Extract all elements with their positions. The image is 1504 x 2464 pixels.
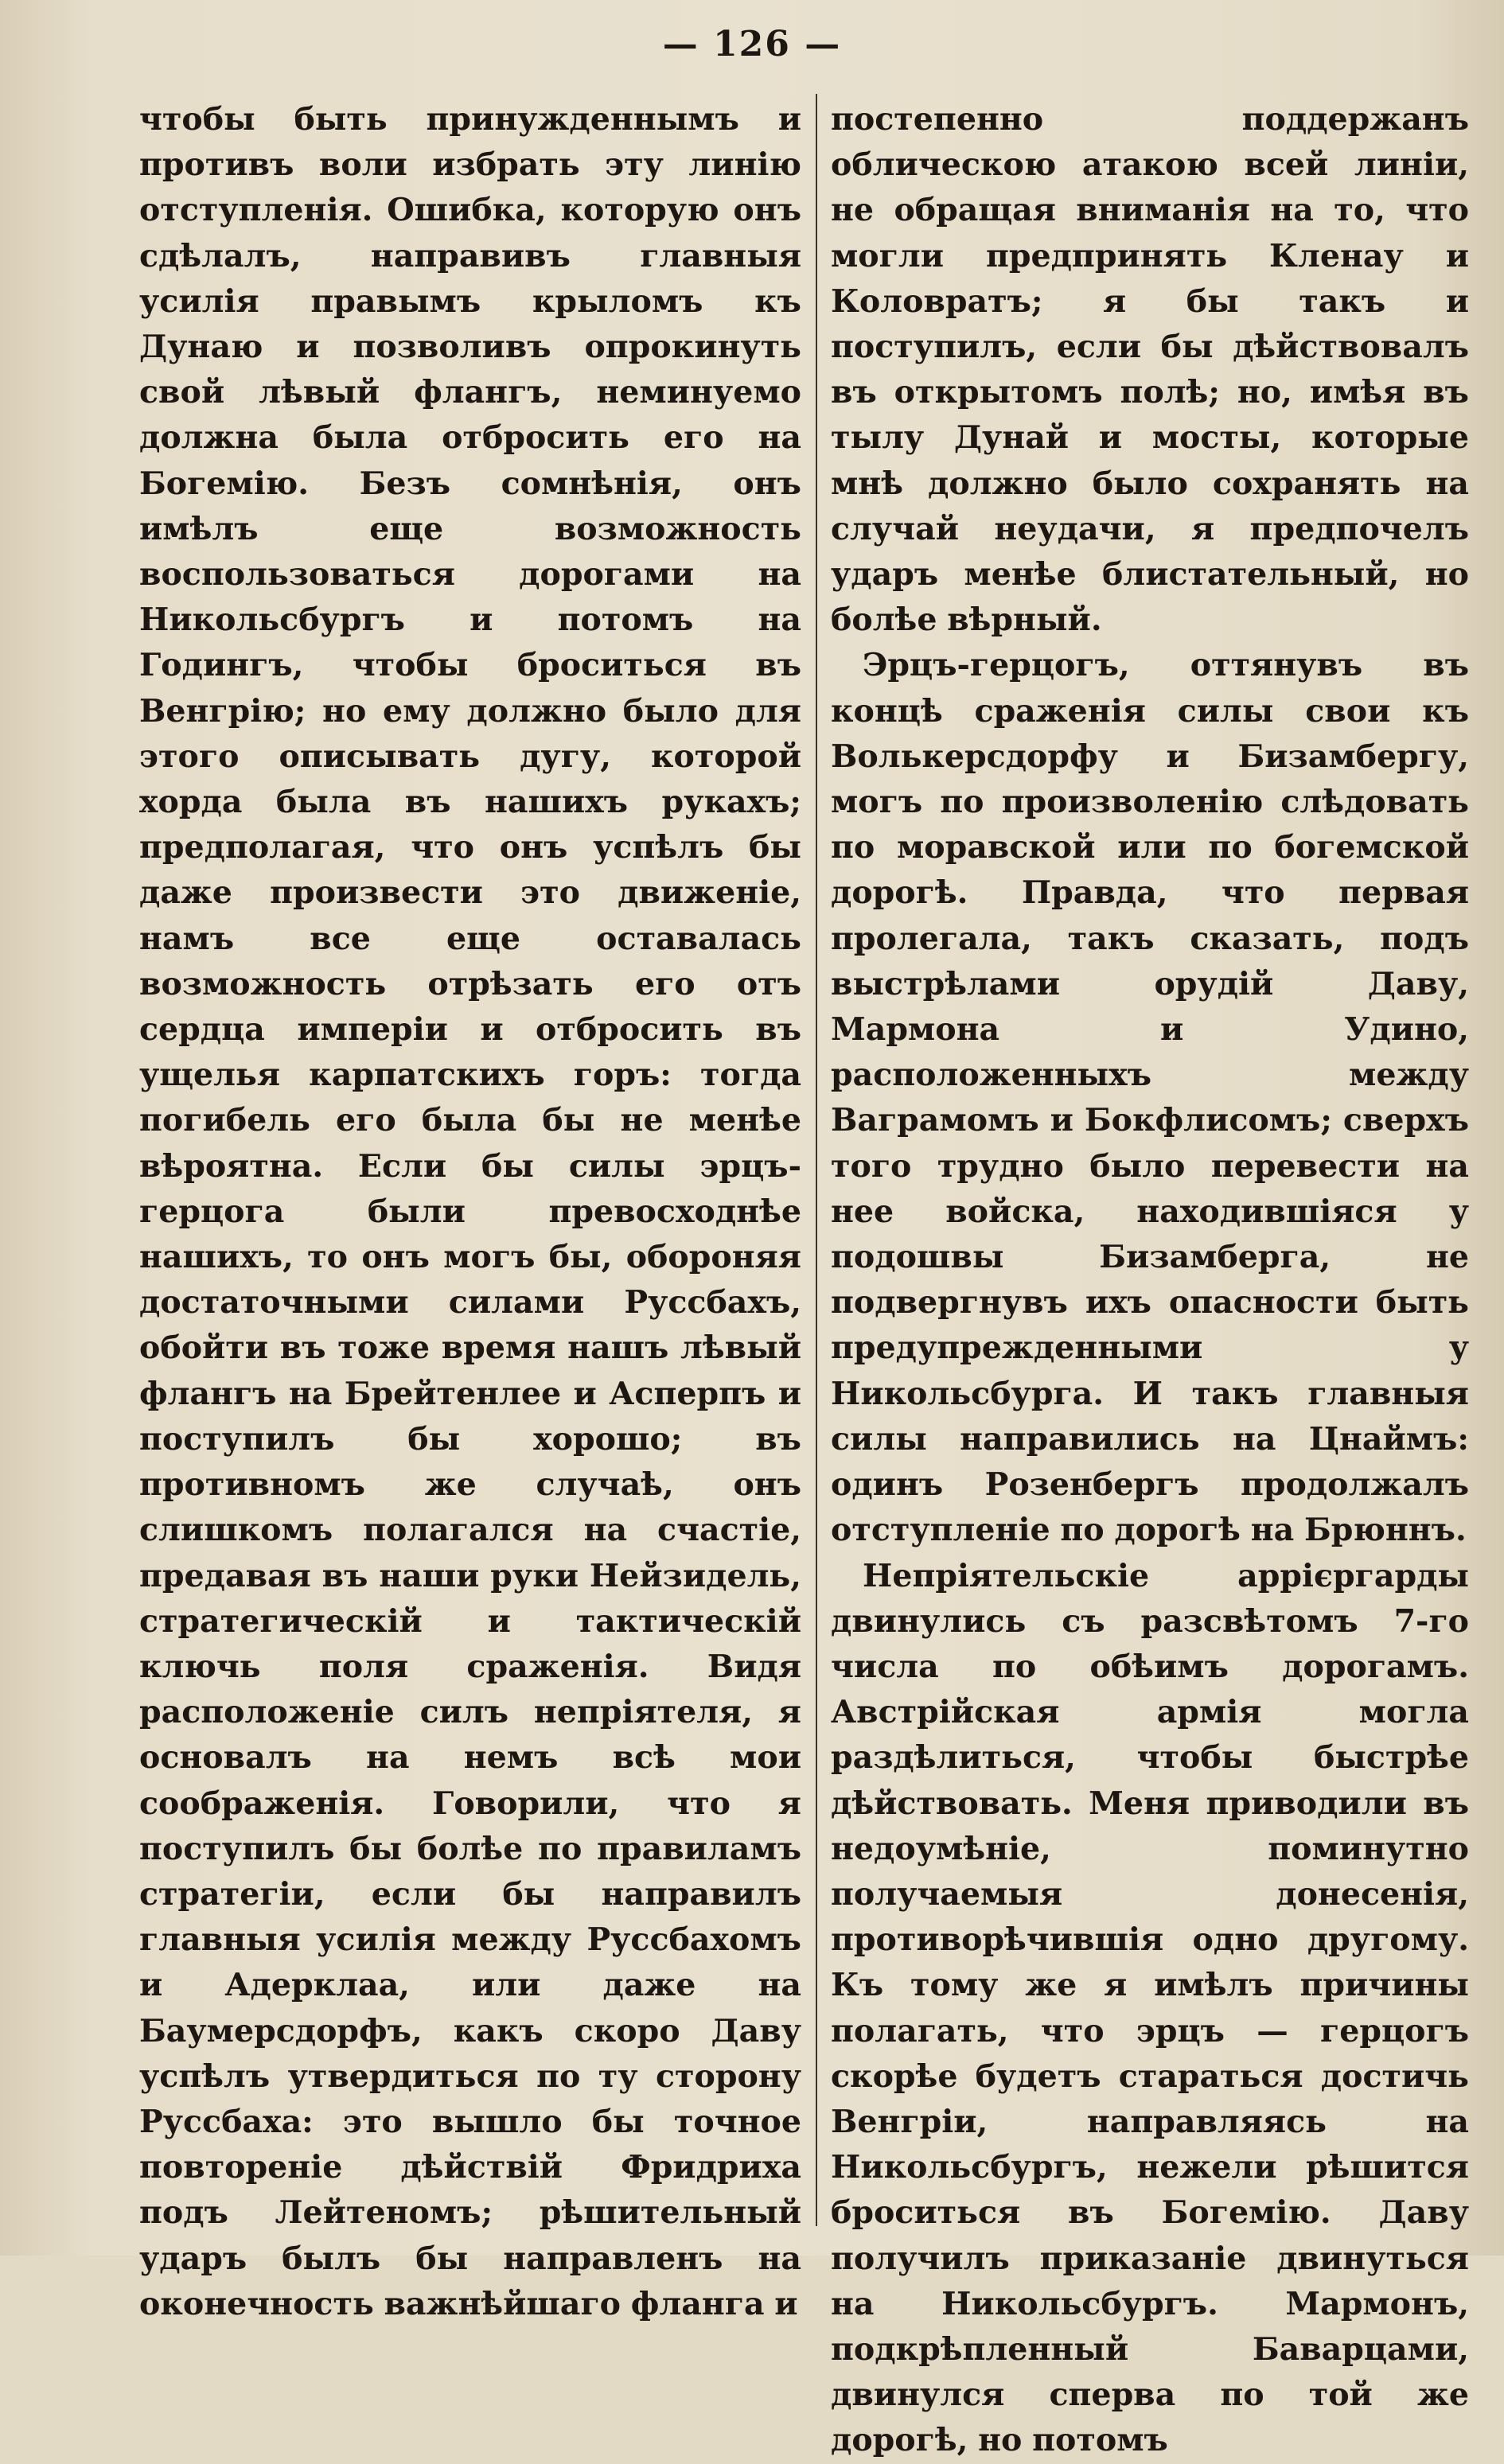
column-divider (816, 94, 817, 2226)
right-column (831, 97, 1469, 2464)
page-number: — 126 — (662, 24, 842, 64)
right-paragraph-2: Эрцъ-герцогъ, оттянувъ въ концѣ сраженія силы свои къ Волькерсдорфу и Бизамбергу, могъ по произволенію слѣдовать по моравской или по богемской дорогѣ. Правда, что первая пролегала, такъ сказать, подъ выстрѣлами орудій Даву, Мармона и Удино, расположенныхъ между Ваграмомъ и Бокфлисомъ; сверхъ того трудно было перевести на нее войска, находившіяся у подошвы Бизамберга, не подвергнувъ ихъ опасности быть предупрежденными у Никольсбурга. И такъ главныя силы направились на Цнаймъ: одинъ Розенбергъ продолжалъ отступленіе по дорогѣ на Брюннъ. (831, 647, 1469, 1549)
right-paragraph-1: постепенно поддержанъ облическою атакою всей линіи, не обращая вниманія на то, что могли предпринять Кленау и Коловратъ; я бы такъ и поступилъ, если бы дѣйствовалъ въ открытомъ полѣ; но, имѣя въ тылу Дунай и мосты, которые мнѣ должно было сохранять на случай неудачи, я предпочелъ ударъ менѣе блистательный, но болѣе вѣрный. (831, 101, 1469, 639)
left-column (139, 97, 801, 2327)
right-paragraph-3: Непріятельскіе аррієргарды двинулись съ разсвѣтомъ 7-го числа по обѣимъ дорогамъ. Австрійская армія могла раздѣлиться, чтобы быстрѣе дѣйствовать. Меня приводили въ недоумѣніе, поминутно получаемыя донесенія, противорѣчившія одно другому. Къ тому же я имѣлъ причины полагать, что эрцъ — герцогъ скорѣе будетъ стараться достичь Венгріи, направляясь на Никольсбургъ, нежели рѣшится броситься въ Богемію. Даву получилъ приказаніе двинуться на Никольсбургъ. Мармонъ, подкрѣпленный Баварцами, двинулся сперва по той же дорогѣ, но потомъ (831, 1557, 1469, 2459)
left-paragraph-1: чтобы быть принужденнымъ и противъ воли избрать эту линію отступленія. Ошибка, которую онъ сдѣлалъ, направивъ главныя усилія правымъ крыломъ къ Дунаю и позволивъ опрокинуть свой лѣвый флангъ, неминуемо должна была отбросить его на Богемію. Безъ сомнѣнія, онъ имѣлъ еще возможность воспользоваться дорогами на Никольсбургъ и потомъ на Годингъ, чтобы броситься въ Венгрію; но ему должно было для этого описывать дугу, которой хорда была въ нашихъ рукахъ; предполагая, что онъ успѣлъ бы даже произвести это движеніе, намъ все еще оставалась возможность отрѣзать его отъ сердца имперіи и отбросить въ ущелья карпатскихъ горъ: тогда погибель его была бы не менѣе вѣроятна. Если бы силы эрцъ-герцога были превосходнѣе нашихъ, то онъ могъ бы, обороняя достаточными силами Руссбахъ, обойти въ тоже время нашъ лѣвый флангъ на Брейтенлее и Асперпъ и поступилъ бы хорошо; въ противномъ же случаѣ, онъ слишкомъ полагался на счастіе, предавая въ наши руки Нейзидель, стратегическій и тактическій ключь поля сраженія. Видя расположеніе силъ непріятеля, я основалъ на немъ всѣ мои соображенія. Говорили, что я поступилъ бы болѣе по правиламъ стратегіи, если бы направилъ главныя усилія между Руссбахомъ и Адерклаа, или даже на Баумерсдорфъ, какъ скоро Даву успѣлъ утвердиться по ту сторону Руссбаха: это вышло бы точное повтореніе дѣйствій Фридриха подъ Лейтеномъ; рѣшительный ударъ былъ бы направленъ на оконечность важнѣйшаго фланга и (139, 101, 801, 2322)
